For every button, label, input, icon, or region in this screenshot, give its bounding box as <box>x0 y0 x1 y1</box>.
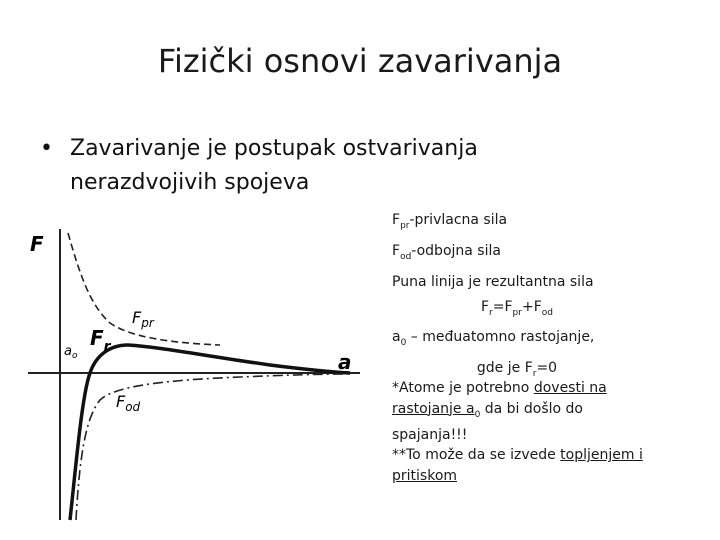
note-line-5: pritiskom <box>392 467 458 484</box>
label-a: a <box>338 350 352 374</box>
note-line-1: *Atome je potrebno dovesti na <box>392 380 607 396</box>
note-block <box>392 378 712 486</box>
legend-line-condition: gde je $F_r=0$ <box>476 360 558 379</box>
bullet-text: Zavarivanje je postupak ostvarivanja nerazdvojivih spojeva <box>70 136 478 195</box>
force-diagram <box>20 215 360 525</box>
label-F: F <box>30 232 44 256</box>
label-Fr: $F_r$ <box>90 326 111 355</box>
legend-line-fpr: $F_{pr}$-privlacna sila <box>392 212 508 231</box>
label-Fod: $F_{od}$ <box>116 392 141 414</box>
legend-line-fod: $F_{od}$-odbojna sila <box>392 242 501 262</box>
legend-line-a0: $a_0$ – međuatomno rastojanje, <box>392 329 595 349</box>
bullet-dot: • <box>40 136 53 161</box>
note-line-3: spajanja!!! <box>392 426 468 443</box>
legend-line-formula: $F_r=F_{pr}+F_{od}$ <box>480 298 553 318</box>
legend-line-resultant: Puna linija je rezultantna sila <box>392 273 594 290</box>
note-line-2: rastojanje $a_0$ da bi došlo do <box>392 400 583 420</box>
slide-title: Fizički osnovi zavarivanja <box>157 42 563 80</box>
label-Fpr: $F_{pr}$ <box>132 308 154 330</box>
fr-resultant-curve <box>70 345 350 520</box>
legend-notes <box>392 208 672 387</box>
note-line-4: **To može da se izvede topljenjem i <box>392 447 643 464</box>
label-a0: $a_o$ <box>64 344 78 361</box>
